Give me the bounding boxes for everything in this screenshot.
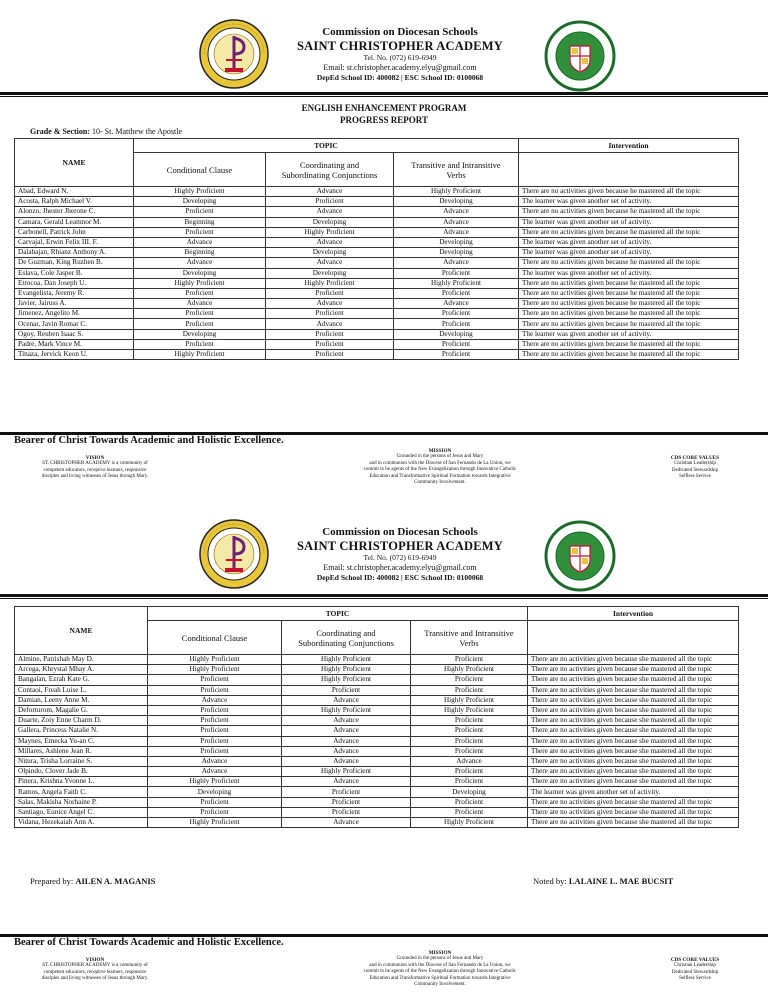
- intervention-note: There are no activities given because he mastered all the topic: [519, 309, 739, 319]
- intervention-note: There are no activities given because he mastered all the topic: [519, 319, 739, 329]
- verbs-rating: Developing: [394, 248, 519, 258]
- student-name: Salas, Makisha Norhaine P.: [15, 797, 148, 807]
- conjunctions-rating: Proficient: [266, 339, 394, 349]
- conjunctions-rating: Advance: [282, 726, 411, 736]
- intervention-note: The learner was given another set of activity.: [528, 787, 739, 797]
- student-name: Tinaza, Jervick Keon U.: [15, 350, 134, 360]
- topic-verbs-2: Transitive and Intransitive Verbs: [411, 621, 528, 655]
- vision-block-2: VISION ST. CHRISTOPHER ACADEMY is a community of competent educators, receptive learners, responsive disciples and living witnesses of Jesus through Mary.: [41, 957, 149, 982]
- conjunctions-rating: Proficient: [266, 329, 394, 339]
- student-name: Damian, Leeny Anne M.: [15, 695, 148, 705]
- topic-conditional-clause-2: Conditional Clause: [148, 621, 282, 655]
- verbs-rating: Developing: [411, 787, 528, 797]
- core-values-block-2: CDS CORE VALUES Christian Leadership Dedicated Stewardship Selfless Service: [670, 957, 720, 982]
- student-name: Gallera, Princess Natalie N.: [15, 726, 148, 736]
- school-tel: Tel. No. (072) 619-6949: [363, 53, 437, 62]
- verbs-rating: Advance: [394, 207, 519, 217]
- table-row: [15, 299, 739, 309]
- table-row: [15, 818, 739, 828]
- table-row: [15, 695, 739, 705]
- verbs-rating: Proficient: [411, 655, 528, 665]
- name-header: NAME: [15, 139, 134, 187]
- header-rule-thin: [0, 96, 768, 97]
- table-row: [15, 705, 739, 715]
- table-row: [15, 288, 739, 298]
- verbs-rating: Proficient: [411, 797, 528, 807]
- intervention-note: There are no activities given because she mastered all the topic: [528, 685, 739, 695]
- topic-header: TOPIC: [134, 139, 519, 153]
- student-name: Dalabajan, Rhianz Anthony A.: [15, 248, 134, 258]
- table-row: [15, 756, 739, 766]
- conjunctions-rating: Proficient: [266, 288, 394, 298]
- table-row: [15, 655, 739, 665]
- student-name: Evangelista, Jeremy R.: [15, 288, 134, 298]
- student-name: Abad, Edward N.: [15, 187, 134, 197]
- verbs-rating: Developing: [394, 237, 519, 247]
- verbs-rating: Advance: [394, 299, 519, 309]
- conjunctions-rating: Advance: [282, 716, 411, 726]
- table-row: [15, 726, 739, 736]
- table-row: [15, 807, 739, 817]
- conditional-clause-rating: Highly Proficient: [134, 350, 266, 360]
- conjunctions-rating: Advance: [266, 207, 394, 217]
- mission-block-2: MISSION Grounded in the persons of Jesus and Mary and in communion with the Diocese of San Fernando de La Union, we commit to be agents of the New Evangelization through Innovative Catholic Education and Transformative Spiritual Formation towards Integrative Community Involvement.: [363, 950, 517, 988]
- student-name: Nitura, Trisha Lorraine S.: [15, 756, 148, 766]
- conjunctions-rating: Advance: [282, 746, 411, 756]
- conjunctions-rating: Highly Proficient: [266, 227, 394, 237]
- student-name: Almine, Patrishah May D.: [15, 655, 148, 665]
- intervention-note: There are no activities given because she mastered all the topic: [528, 705, 739, 715]
- topic-conjunctions: Coordinating and Subordinating Conjunctions: [266, 153, 394, 187]
- intervention-note: The learner was given another set of activity.: [519, 197, 739, 207]
- table-row: [15, 319, 739, 329]
- verbs-rating: Highly Proficient: [394, 187, 519, 197]
- intervention-note: The learner was given another set of activity.: [519, 329, 739, 339]
- school-ids: DepEd School ID: 400082 | ESC School ID: 0100068: [316, 73, 484, 82]
- intervention-note: There are no activities given because she mastered all the topic: [528, 665, 739, 675]
- vision-block: VISION ST. CHRISTOPHER ACADEMY is a community of competent educators, receptive learners, responsive disciples and living witnesses of Jesus through Mary.: [41, 455, 149, 480]
- student-name: Pinera, Krishna Yvonne L.: [15, 777, 148, 787]
- commission-name-2: Commission on Diocesan Schools: [322, 526, 478, 538]
- student-name: Carvajal, Erwin Felix III. F.: [15, 237, 134, 247]
- program-title: ENGLISH ENHANCEMENT PROGRAM: [301, 103, 467, 113]
- conjunctions-rating: Advance: [266, 299, 394, 309]
- student-name: Eslava, Cole Jasper B.: [15, 268, 134, 278]
- intervention-note: There are no activities given because she mastered all the topic: [528, 655, 739, 665]
- school-motto-2: Bearer of Christ Towards Academic and Holistic Excellence.: [14, 937, 284, 948]
- conditional-clause-rating: Highly Proficient: [134, 187, 266, 197]
- table-row: [15, 258, 739, 268]
- topic-header-2: TOPIC: [148, 607, 528, 621]
- conditional-clause-rating: Proficient: [148, 685, 282, 695]
- student-name: Duarte, Zoiy Enne Charm D.: [15, 716, 148, 726]
- intervention-subheader-2: [528, 621, 739, 655]
- table-1-body: [15, 187, 739, 360]
- intervention-note: The learner was given another set of activity.: [519, 268, 739, 278]
- conjunctions-rating: Proficient: [266, 309, 394, 319]
- conjunctions-rating: Proficient: [266, 350, 394, 360]
- student-name: Arcega, Khrystal Mhay A.: [15, 665, 148, 675]
- grade-section: [30, 127, 182, 136]
- conditional-clause-rating: Advance: [134, 258, 266, 268]
- verbs-rating: Advance: [394, 227, 519, 237]
- conditional-clause-rating: Developing: [134, 197, 266, 207]
- core-values-block: CDS CORE VALUES Christian Leadership Dedicated Stewardship Selfless Service: [670, 455, 720, 480]
- letterhead: [0, 0, 768, 92]
- report-page-1: [0, 0, 768, 500]
- table-row: [15, 665, 739, 675]
- conditional-clause-rating: Highly Proficient: [148, 777, 282, 787]
- conjunctions-rating: Proficient: [282, 685, 411, 695]
- noted-by-name: LALAINE L. MAE BUCSIT: [568, 876, 674, 886]
- verbs-rating: Proficient: [394, 309, 519, 319]
- intervention-note: There are no activities given because she mastered all the topic: [528, 777, 739, 787]
- intervention-note: There are no activities given because he mastered all the topic: [519, 258, 739, 268]
- conditional-clause-rating: Proficient: [148, 705, 282, 715]
- table-row: [15, 746, 739, 756]
- verbs-rating: Proficient: [411, 685, 528, 695]
- school-email: Email: st.christopher.academy.elyu@gmail.com: [323, 63, 477, 72]
- school-name: SAINT CHRISTOPHER ACADEMY: [297, 39, 503, 53]
- header-rule: [0, 92, 768, 95]
- student-name: Vidana, Hezekaiah Ann A.: [15, 818, 148, 828]
- conjunctions-rating: Advance: [282, 695, 411, 705]
- conditional-clause-rating: Proficient: [134, 227, 266, 237]
- verbs-rating: Highly Proficient: [394, 278, 519, 288]
- diocesan-seal-logo: [198, 18, 270, 90]
- intervention-note: There are no activities given because she mastered all the topic: [528, 767, 739, 777]
- conditional-clause-rating: Highly Proficient: [148, 655, 282, 665]
- conjunctions-rating: Proficient: [282, 807, 411, 817]
- letterhead-2: [0, 500, 768, 592]
- conjunctions-rating: Highly Proficient: [282, 675, 411, 685]
- intervention-note: There are no activities given because she mastered all the topic: [528, 726, 739, 736]
- conjunctions-rating: Highly Proficient: [282, 655, 411, 665]
- verbs-rating: Developing: [394, 197, 519, 207]
- intervention-note: There are no activities given because she mastered all the topic: [528, 736, 739, 746]
- topic-verbs: Transitive and Intransitive Verbs: [394, 153, 519, 187]
- intervention-header: Intervention: [519, 139, 739, 153]
- intervention-note: There are no activities given because she mastered all the topic: [528, 756, 739, 766]
- mission-block: MISSION Grounded in the persons of Jesus and Mary and in communion with the Diocese of San Fernando de La Union, we commit to be agents of the New Evangelization through Innovative Catholic Education and Transformative Spiritual Formation towards Integrative Community Involvement.: [363, 448, 517, 486]
- intervention-note: The learner was given another set of activity.: [519, 248, 739, 258]
- student-name: Maynes, Emecka Yu-an C.: [15, 736, 148, 746]
- student-name: Ocenar, Javin Romar C.: [15, 319, 134, 329]
- intervention-subheader: [519, 153, 739, 187]
- intervention-note: The learner was given another set of activity.: [519, 237, 739, 247]
- commission-name: Commission on Diocesan Schools: [322, 26, 478, 38]
- verbs-rating: Proficient: [411, 807, 528, 817]
- report-title: PROGRESS REPORT: [340, 115, 428, 125]
- student-name: Etrocoa, Dan Joseph U.: [15, 278, 134, 288]
- table-2-body: [15, 655, 739, 828]
- student-name: Contaoi, Freah Luise L.: [15, 685, 148, 695]
- conditional-clause-rating: Developing: [134, 329, 266, 339]
- verbs-rating: Advance: [394, 258, 519, 268]
- conjunctions-rating: Advance: [282, 777, 411, 787]
- table-row: [15, 207, 739, 217]
- conjunctions-rating: Advance: [282, 736, 411, 746]
- table-row: [15, 767, 739, 777]
- conjunctions-rating: Advance: [266, 187, 394, 197]
- intervention-note: There are no activities given because he mastered all the topic: [519, 227, 739, 237]
- verbs-rating: Proficient: [394, 268, 519, 278]
- verbs-rating: Proficient: [411, 675, 528, 685]
- conditional-clause-rating: Beginning: [134, 217, 266, 227]
- intervention-note: There are no activities given because he mastered all the topic: [519, 299, 739, 309]
- verbs-rating: Highly Proficient: [411, 665, 528, 675]
- intervention-note: There are no activities given because he mastered all the topic: [519, 350, 739, 360]
- verbs-rating: Advance: [411, 756, 528, 766]
- verbs-rating: Proficient: [411, 777, 528, 787]
- table-row: [15, 777, 739, 787]
- table-row: [15, 268, 739, 278]
- conjunctions-rating: Advance: [266, 319, 394, 329]
- conjunctions-rating: Advance: [266, 237, 394, 247]
- grade-value: 10- St. Matthew the Apostle: [92, 127, 182, 136]
- conjunctions-rating: Proficient: [282, 787, 411, 797]
- intervention-note: There are no activities given because he mastered all the topic: [519, 187, 739, 197]
- conditional-clause-rating: Proficient: [134, 309, 266, 319]
- student-name: Millares, Ashlene Jean R.: [15, 746, 148, 756]
- intervention-note: There are no activities given because she mastered all the topic: [528, 716, 739, 726]
- conditional-clause-rating: Proficient: [134, 288, 266, 298]
- student-name: De Guzman, King Ruzhen B.: [15, 258, 134, 268]
- conjunctions-rating: Developing: [266, 268, 394, 278]
- verbs-rating: Proficient: [394, 288, 519, 298]
- academy-seal-logo: [544, 20, 616, 92]
- intervention-note: There are no activities given because he mastered all the topic: [519, 339, 739, 349]
- conditional-clause-rating: Proficient: [134, 319, 266, 329]
- topic-conditional-clause: Conditional Clause: [134, 153, 266, 187]
- student-name: Acosta, Ralph Michael V.: [15, 197, 134, 207]
- verbs-rating: Proficient: [411, 767, 528, 777]
- verbs-rating: Highly Proficient: [411, 705, 528, 715]
- conditional-clause-rating: Proficient: [148, 797, 282, 807]
- intervention-note: There are no activities given because she mastered all the topic: [528, 675, 739, 685]
- conditional-clause-rating: Advance: [134, 237, 266, 247]
- conditional-clause-rating: Beginning: [134, 248, 266, 258]
- intervention-note: The learner was given another set of activity.: [519, 217, 739, 227]
- verbs-rating: Advance: [394, 217, 519, 227]
- verbs-rating: Developing: [394, 329, 519, 339]
- table-row: [15, 248, 739, 258]
- conditional-clause-rating: Proficient: [148, 726, 282, 736]
- verbs-rating: Proficient: [411, 726, 528, 736]
- student-name: Ogoy, Reuben Isaac S.: [15, 329, 134, 339]
- student-name: Alonzo, Jhester Jherone C.: [15, 207, 134, 217]
- student-name: Javier, Jairuss A.: [15, 299, 134, 309]
- conditional-clause-rating: Advance: [148, 767, 282, 777]
- conditional-clause-rating: Proficient: [148, 675, 282, 685]
- conditional-clause-rating: Proficient: [148, 716, 282, 726]
- conditional-clause-rating: Advance: [148, 695, 282, 705]
- progress-table-1: [14, 138, 739, 360]
- conditional-clause-rating: Developing: [134, 268, 266, 278]
- table-row: [15, 217, 739, 227]
- prepared-by: Prepared by: AILEN A. MAGANIS: [30, 876, 156, 886]
- progress-table-2: [14, 606, 739, 828]
- verbs-rating: Highly Proficient: [411, 695, 528, 705]
- intervention-note: There are no activities given because she mastered all the topic: [528, 818, 739, 828]
- conditional-clause-rating: Proficient: [134, 207, 266, 217]
- conjunctions-rating: Advance: [282, 818, 411, 828]
- conjunctions-rating: Highly Proficient: [282, 665, 411, 675]
- school-name-2: SAINT CHRISTOPHER ACADEMY: [297, 539, 503, 553]
- conditional-clause-rating: Developing: [148, 787, 282, 797]
- table-row: [15, 187, 739, 197]
- student-name: Ramos, Angela Faith C.: [15, 787, 148, 797]
- conditional-clause-rating: Proficient: [148, 807, 282, 817]
- intervention-note: There are no activities given because she mastered all the topic: [528, 807, 739, 817]
- table-row: [15, 309, 739, 319]
- conditional-clause-rating: Highly Proficient: [148, 818, 282, 828]
- conditional-clause-rating: Advance: [134, 299, 266, 309]
- conditional-clause-rating: Proficient: [148, 736, 282, 746]
- school-ids-2: DepEd School ID: 400082 | ESC School ID: 0100068: [316, 573, 484, 582]
- table-row: [15, 675, 739, 685]
- header-rule-2: [0, 594, 768, 597]
- verbs-rating: Proficient: [394, 350, 519, 360]
- student-name: Olpindo, Clover Jade B.: [15, 767, 148, 777]
- academy-seal-logo-2: [544, 520, 616, 592]
- name-header-2: NAME: [15, 607, 148, 655]
- diocesan-seal-logo-2: [198, 518, 270, 590]
- verbs-rating: Proficient: [411, 736, 528, 746]
- student-name: Jimenez, Angelito M.: [15, 309, 134, 319]
- conditional-clause-rating: Proficient: [134, 339, 266, 349]
- table-row: [15, 787, 739, 797]
- verbs-rating: Proficient: [394, 339, 519, 349]
- table-row: [15, 339, 739, 349]
- verbs-rating: Proficient: [411, 746, 528, 756]
- table-row: [15, 278, 739, 288]
- student-name: Bangalan, Ezrah Kate G.: [15, 675, 148, 685]
- conditional-clause-rating: Highly Proficient: [134, 278, 266, 288]
- school-tel-2: Tel. No. (072) 619-6949: [363, 553, 437, 562]
- student-name: Carbonell, Patrick John: [15, 227, 134, 237]
- report-page-2: [0, 500, 768, 1006]
- conjunctions-rating: Developing: [266, 248, 394, 258]
- verbs-rating: Proficient: [394, 319, 519, 329]
- student-name: Santiago, Eunice Angel C.: [15, 807, 148, 817]
- conditional-clause-rating: Highly Proficient: [148, 665, 282, 675]
- school-email-2: Email: st.christopher.academy.elyu@gmail.com: [323, 563, 477, 572]
- conditional-clause-rating: Proficient: [148, 746, 282, 756]
- conjunctions-rating: Highly Proficient: [282, 767, 411, 777]
- intervention-note: There are no activities given because she mastered all the topic: [528, 746, 739, 756]
- student-name: Padre, Mark Vince M.: [15, 339, 134, 349]
- conditional-clause-rating: Advance: [148, 756, 282, 766]
- table-row: [15, 329, 739, 339]
- intervention-note: There are no activities given because he mastered all the topic: [519, 278, 739, 288]
- table-row: [15, 350, 739, 360]
- conjunctions-rating: Advance: [282, 756, 411, 766]
- intervention-note: There are no activities given because she mastered all the topic: [528, 695, 739, 705]
- table-row: [15, 716, 739, 726]
- table-row: [15, 685, 739, 695]
- conjunctions-rating: Advance: [266, 258, 394, 268]
- table-row: [15, 197, 739, 207]
- topic-conjunctions-2: Coordinating and Subordinating Conjunctions: [282, 621, 411, 655]
- table-row: [15, 227, 739, 237]
- conjunctions-rating: Highly Proficient: [282, 705, 411, 715]
- grade-label: Grade & Section:: [30, 127, 90, 136]
- intervention-note: There are no activities given because he mastered all the topic: [519, 207, 739, 217]
- conjunctions-rating: Developing: [266, 217, 394, 227]
- intervention-header-2: Intervention: [528, 607, 739, 621]
- noted-by: Noted by: LALAINE L. MAE BUCSIT: [533, 876, 674, 886]
- school-motto: Bearer of Christ Towards Academic and Holistic Excellence.: [14, 435, 284, 446]
- header-rule-thin-2: [0, 598, 768, 599]
- intervention-note: There are no activities given because she mastered all the topic: [528, 797, 739, 807]
- conjunctions-rating: Proficient: [282, 797, 411, 807]
- intervention-note: There are no activities given because he mastered all the topic: [519, 288, 739, 298]
- student-name: Deforturom, Magalie G.: [15, 705, 148, 715]
- verbs-rating: Highly Proficient: [411, 818, 528, 828]
- conjunctions-rating: Proficient: [266, 197, 394, 207]
- prepared-by-name: AILEN A. MAGANIS: [75, 876, 156, 886]
- conjunctions-rating: Highly Proficient: [266, 278, 394, 288]
- student-name: Camara, Gerald Leamnor M.: [15, 217, 134, 227]
- table-row: [15, 797, 739, 807]
- table-row: [15, 736, 739, 746]
- table-row: [15, 237, 739, 247]
- verbs-rating: Proficient: [411, 716, 528, 726]
